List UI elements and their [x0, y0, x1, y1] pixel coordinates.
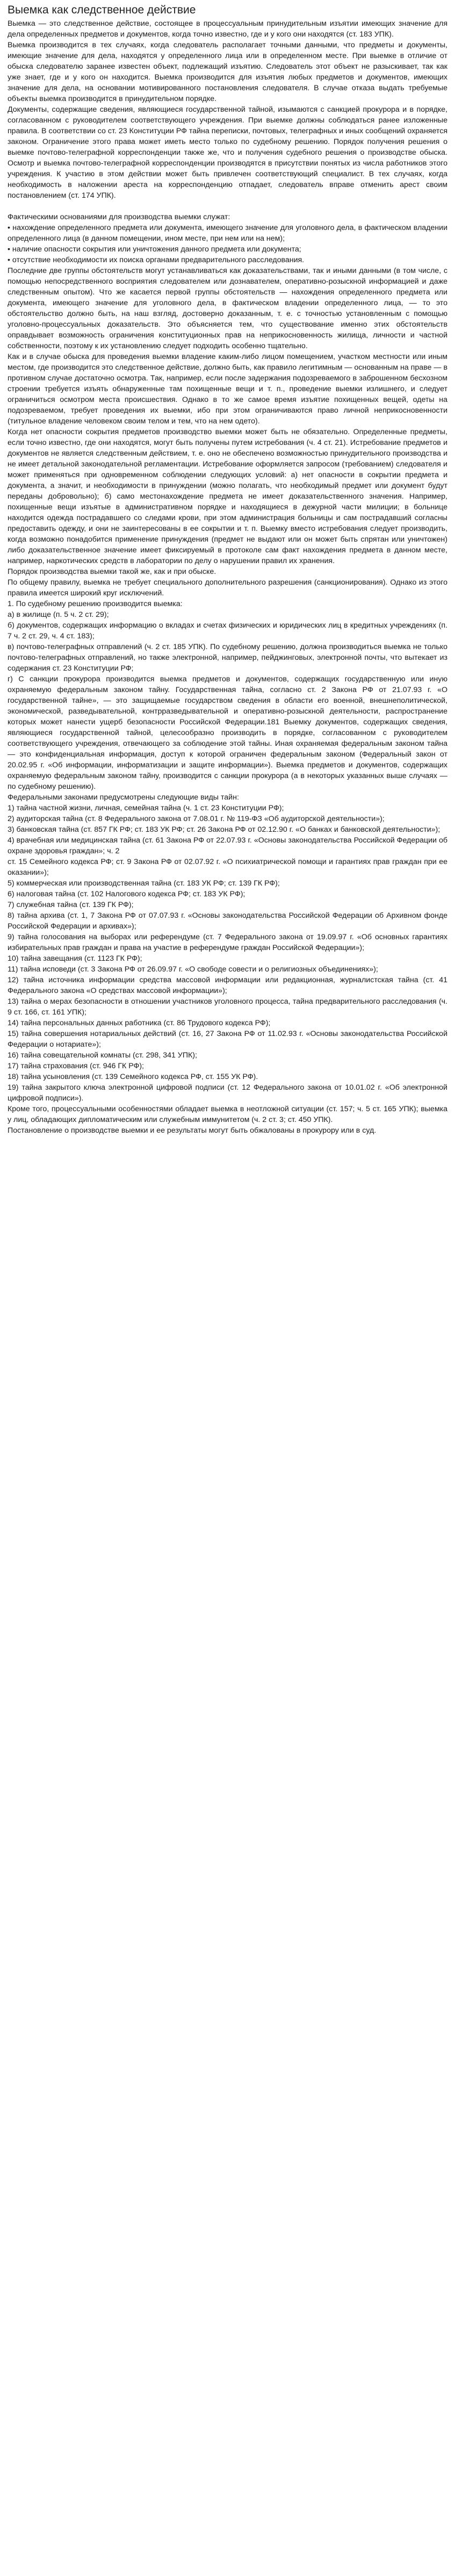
list-item: • отсутствие необходимости их поиска органами предварительного расследования.: [8, 256, 305, 264]
paragraph: Последние две группы обстоятельств могут устанавливаться как доказательствами, так и иными данными (в том числе, с помощью непосредственного восприятия следователем или дознавателем, оперативно-розыскной информацией и даже следственным опытом). Что же касается первой группы обстоятельств — нахождения определенного предмета или документа, имеющего значение для уголовного дела, в фактическом владении определенного лица, — то это обстоятельство должно быть, на наш взгляд, достоверно доказанным, т. е. с точностью установленным с помощью уголовно-процессуальных доказательств. Это объясняется тем, что существование именно этих обстоятельств оправдывает возможность ограничения конституционных прав на неприкосновенность жилища, личности и частной собственности, поэтому к их установлению следует подходить особенно тщательно.: [8, 267, 447, 350]
list-item: 7) служебная тайна (ст. 139 ГК РФ);: [8, 901, 134, 909]
list-item: 18) тайна усыновления (ст. 139 Семейного кодекса РФ, ст. 155 УК РФ).: [8, 1073, 258, 1081]
paragraph: Как и в случае обыска для проведения выемки владение каким-либо лицом помещением, участком местности или иным местом, где производится это следственное действие, должно быть, как правило легитимным — основанным на праве — в противном случае достаточно осмотра. Так, например, если после задержания подозреваемого в заброшенном бесхозном строении требуется изъять обнаруженные там похищенные вещи и т. п., проведение выемки излишнего, и следует ограничиться осмотром места происшествия. Однако в то же самое время изъятие похищенных вещей, одеты на подозреваемом, требует проведения их выемки, ибо при этом ограничиваются право личной неприкосновенности (титульное владение человеком своим телом и тем, что на нем одето).: [8, 352, 447, 426]
paragraph: 1. По судебному решению производится выемка:: [8, 600, 183, 608]
paragraph: Фактическими основаниями для производства выемки служат:: [8, 213, 230, 221]
list-item: 8) тайна архива (ст. 1, 7 Закона РФ от 07.07.93 г. «Основы законодательства Российской Федерации об Архивном фонде Российской Федерации и архивах»);: [8, 911, 447, 931]
paragraph: Постановление о производстве выемки и ее результаты могут быть обжалованы в прокурору или в суд.: [8, 1126, 377, 1135]
list-item: 16) тайна совещательной комнаты (ст. 298, 341 УПК);: [8, 1051, 197, 1060]
paragraph: Выемка производится в тех случаях, когда следователь располагает точными данными, что предметы и документы, имеющие значение для дела, находятся у определенного лица или в определенном месте. При выемке в отличие от обыска следователю заранее известен объект, подлежащий изъятию. Следователь этот объект не разыскивает, так как уже знает, где и у кого он находится. Выемка производится для изъятия любых предметов и документов, имеющих значение для дела, на основании мотивированного постановления следователя. В случае отказа выдать требуемые объекты выемка производится в принудительном порядке.: [8, 41, 447, 103]
list-item: 15) тайна совершения нотариальных действий (ст. 16, 27 Закона РФ от 11.02.93 г. «Основы законодательства Российской Федерации о нотариате»);: [8, 1030, 447, 1049]
page-title: Выемка как следственное действие: [8, 4, 196, 16]
article: [0, 0, 455, 1141]
list-item: 3) банковская тайна (ст. 857 ГК РФ; ст. 183 УК РФ; ст. 26 Закона РФ от 02.12.90 г. «О банках и банковской деятельности»);: [8, 825, 440, 834]
list-item: 11) тайна исповеди (ст. 3 Закона РФ от 26.09.97 г. «О свободе совести и о религиозных объединениях»);: [8, 965, 378, 974]
list-item: г) С санкции прокурора производится выемка предметов и документов, содержащих государственную или иную охраняемую федеральным законом тайну. Государственная тайна, согласно ст. 2 Закона РФ от 21.07.93 г. «О государственной тайне», — это защищаемые государством сведения в области его военной, внешнеполитической, экономической, разведывательной, контрразведывательной и оперативно-розыскной деятельности, распространение которых может нанести ущерб безопасности Российской Федерации.181 Выемку документов, содержащих сведения, являющиеся государственной тайной, целесообразно производить в порядке, согласованном с руководителем соответствующего учреждения, отвечающего за соблюдение этой тайны. Иная охраняемая федеральным законом тайна — это конфиденциальная информация, доступ к которой ограничен федеральным законом (Федеральный закон от 20.02.95 г. «Об информации, информатизации и защите информации»). Выемка предметов и документов, содержащих охраняемую федеральным законом тайну, производится с санкции прокурора (а в некоторых указанных выше случаях — по судебному решению).: [8, 675, 447, 791]
list-item: 9) тайна голосования на выборах или референдуме (ст. 7 Федерального закона от 19.09.97 г. «Об основных гарантиях избирательных прав граждан и права на участие в референдуме граждан Российской Федерации»);: [8, 933, 447, 952]
list-item: 4) врачебная или медицинская тайна (ст. 61 Закона РФ от 22.07.93 г. «Основы законодательства Российской Федерации об охране здоровья граждан»; ч. 2: [8, 836, 447, 855]
list-item: а) в жилище (п. 5 ч. 2 ст. 29);: [8, 610, 109, 619]
list-item: 12) тайна источника информации средства массовой информации или редакционная, журналистская тайна (ст. 41 Федерального закона «О средствах массовой информации»);: [8, 976, 447, 995]
list-item: 19) тайна закрытого ключа электронной цифровой подписи (ст. 12 Федерального закона от 10.01.02 г. «Об электронной цифровой подписи»).: [8, 1083, 447, 1103]
paragraph: Порядок производства выемки такой же, как и при обыске.: [8, 567, 216, 576]
list-item: б) документов, содержащих информацию о вкладах и счетах физических и юридических лиц в кредитных учреждениях (п. 7 ч. 2 ст. 29, ч. 4 ст. 183);: [8, 621, 447, 641]
list-item: 10) тайна завещания (ст. 1123 ГК РФ);: [8, 954, 142, 963]
list-item: в) почтово-телеграфных отправлений (ч. 2 ст. 185 УПК). По судебному решению, должна производиться выемка не только почтово-телеграфных отправлений, но также электронной, например, пейджинговых, электронной почты, что вытекает из содержания ст. 23 Конституции РФ;: [8, 643, 447, 673]
paragraph: Выемка — это следственное действие, состоящее в процессуальным принудительным изъятии имеющих значение для дела определенных предметов и документов, когда точно известно, где и у кого они находятся (ст. 183 УПК).: [8, 19, 447, 39]
list-item: • нахождение определенного предмета или документа, имеющего значение для уголовного дела, в фактическом владении определенного лица (в данном помещении, ином месте, при нем или на нем);: [8, 224, 447, 243]
list-item: 1) тайна частной жизни, личная, семейная тайна (ч. 1 ст. 23 Конституции РФ);: [8, 804, 284, 812]
list-item: ст. 15 Семейного кодекса РФ; ст. 9 Закона РФ от 02.07.92 г. «О психиатрической помощи и гарантиях прав граждан при ее оказании»);: [8, 858, 447, 877]
paragraph: По общему правилу, выемка не требует специального дополнительного разрешения (санкционирования). Однако из этого правила имеется широкий круг исключений.: [8, 578, 447, 598]
paragraph-spacer: [8, 201, 447, 212]
list-item: • наличие опасности сокрытия или уничтожения данного предмета или документа;: [8, 245, 301, 254]
list-item: Кроме того, процессуальными особенностями обладает выемка в неотложной ситуации (ст. 157; ч. 5 ст. 165 УПК); выемка у лиц, обладающих дипломатическим или служебным иммунитетом (ч. 2 ст. 3; ст. 450 УПК).: [8, 1105, 447, 1124]
list-item: 13) тайна о мерах безопасности в отношении участников уголовного процесса, тайна предварительного расследования (ч. 9 ст. 166, ст. 161 УПК);: [8, 997, 447, 1017]
list-item: 2) аудиторская тайна (ст. 8 Федерального закона от 7.08.01 г. № 119-ФЗ «Об аудиторской деятельности»);: [8, 815, 385, 823]
list-item: 5) коммерческая или производственная тайна (ст. 183 УК РФ; ст. 139 ГК РФ);: [8, 879, 280, 888]
paragraph: Когда нет опасности сокрытия предметов производство выемки может быть не обязательно. Определенные предметы, если точно известно, где они находятся, могут быть получены путем истребования (ч. 4 ст. 21). Истребование предметов и документов не является следственным действием, т. е. оно не обеспечено возможностью принудительного производства и не имеет детальной законодательной регламентации. Истребование оформляется запросом (требованием) следователя и может применяться при одновременном соблюдении следующих условий: а) нет опасности в сокрытии предмета и документа, а значит, и необходимости в принуждении (можно полагать, что необходимый предмет или документ будут переданы добровольно); б) само местонахождение предмета не имеет доказательственного значения. Например, похищенные вещи изъятые в административном порядке и находящиеся в дежурной части милиции; в больнице находится одежда пострадавшего со следами крови, при этом администрация больницы и сам пострадавший согласны предоставить одежду, и они не заинтересованы в ее сокрытии и т. п. Выемку вместо истребования следует производить, когда возможно понадобится применение принуждения (предмет не выдают или он может быть спрятан или уничтожен) либо доказательственное значение имеет фиксируемый в протоколе сам факт нахождения предмета в данном месте, например, наркотических средств в лаборатории по делу о нарушении правил их хранения.: [8, 428, 447, 565]
paragraph: Федеральными законами предусмотрены следующие виды тайн:: [8, 793, 239, 802]
list-item: 6) налоговая тайна (ст. 102 Налогового кодекса РФ; ст. 183 УК РФ);: [8, 890, 245, 898]
paragraph: Документы, содержащие сведения, являющиеся государственной тайной, изымаются с санкцией прокурора и в порядке, согласованном с руководителем соответствующего учреждения. При выемке должны соблюдаться ранее изложенные правила. В соответствии со ст. 23 Конституции РФ тайна переписки, почтовых, телеграфных и иных сообщений охраняется законом. Ограничение этого права может иметь место только по судебному решению. Порядок получения решения о выемке почтово-телеграфной корреспонденции также же, что и получения судебного решения о производстве обыска. Осмотр и выемка почтово-телеграфной корреспонденции производятся в присутствии понятых из числа работников этого учреждения. К участию в этом действии может быть привлечен соответствующий специалист. В тех случаях, когда необходимость в наложении ареста на корреспонденцию отпадает, следователь вправе отменить арест своим постановлением (ст. 174 УПК).: [8, 105, 447, 200]
list-item: 14) тайна персональных данных работника (ст. 86 Трудового кодекса РФ);: [8, 1019, 271, 1027]
list-item: 17) тайна страхования (ст. 946 ГК РФ);: [8, 1062, 145, 1070]
